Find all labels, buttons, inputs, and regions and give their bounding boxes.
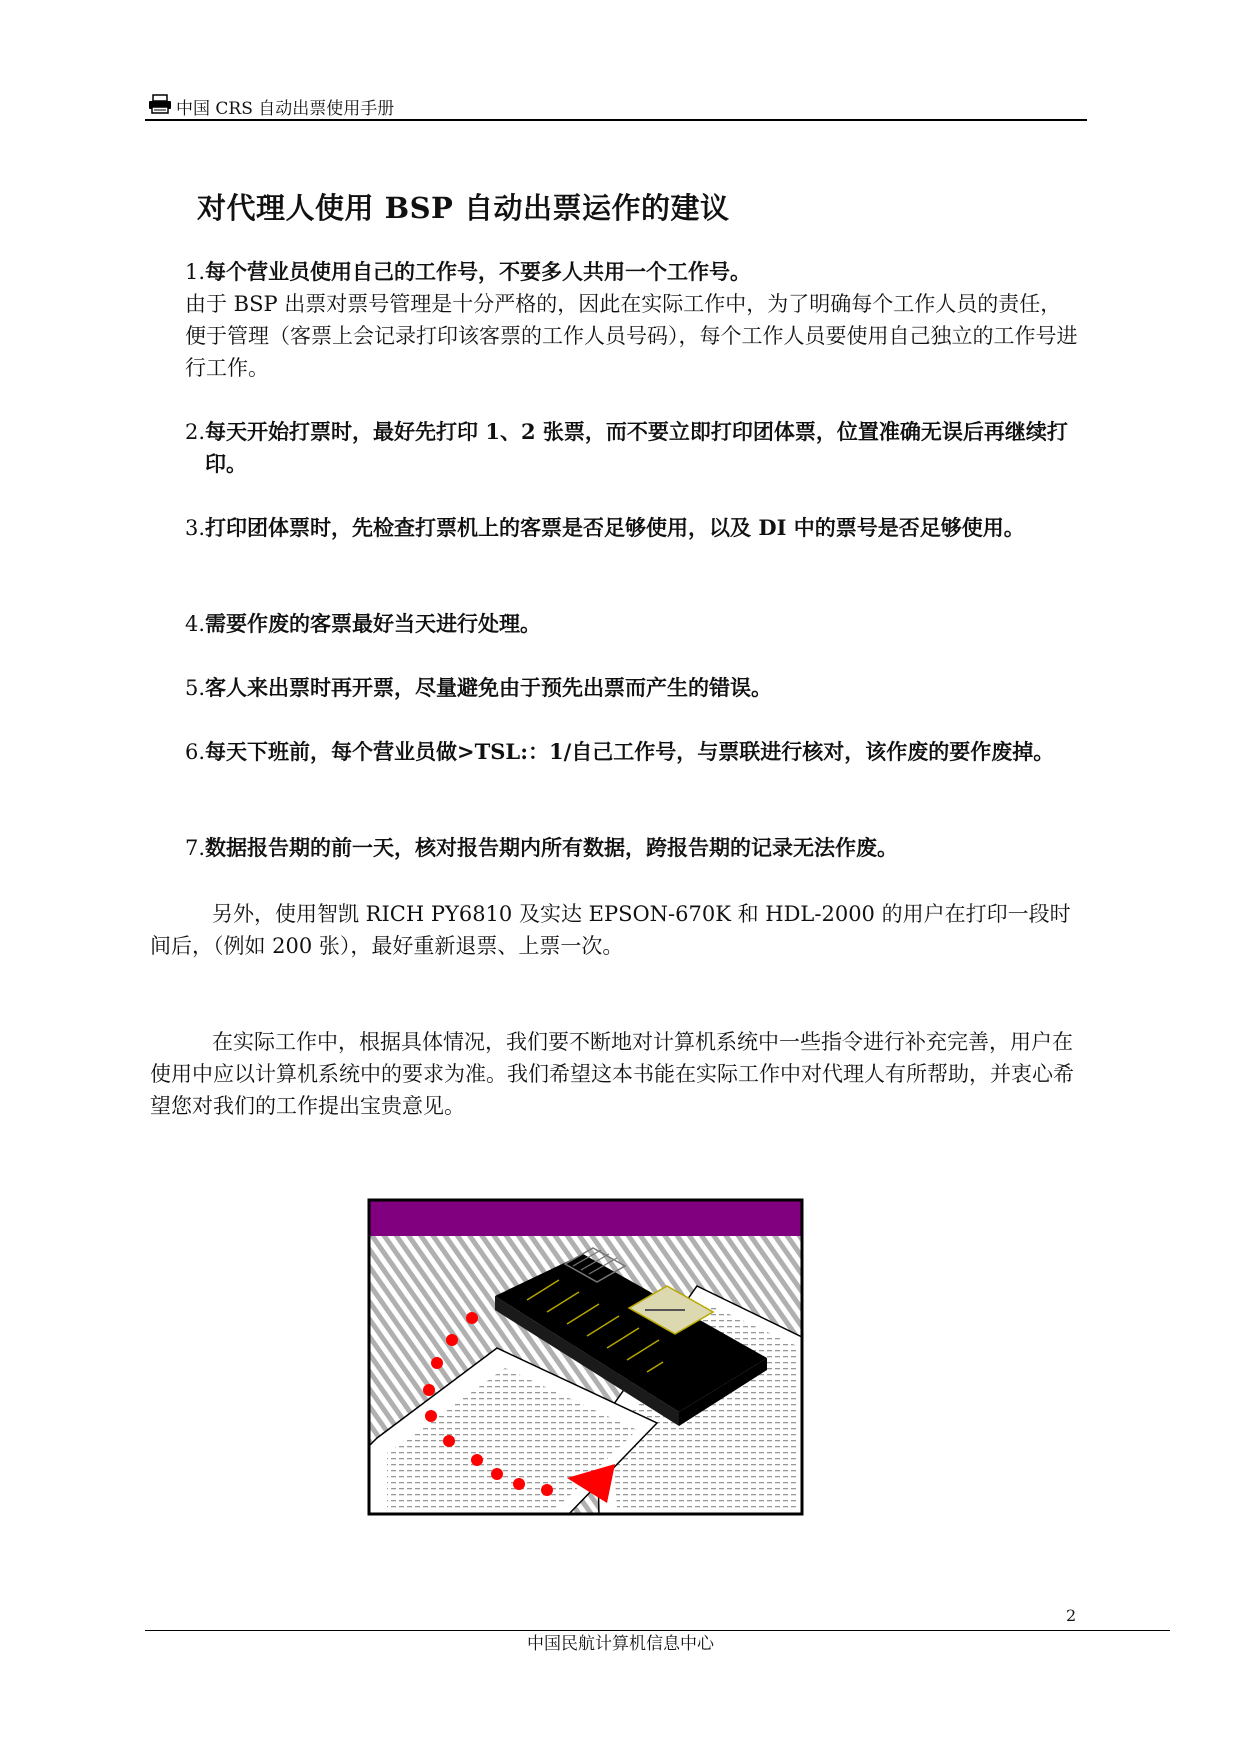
item-number: 3.: [185, 516, 206, 540]
item-heading: 每个营业员使用自己的工作号，不要多人共用一个工作号。: [205, 259, 752, 284]
item-heading: 每天下班前，每个营业员做>TSL:：1/自己工作号，与票联进行核对，该作废的要作废掉。: [205, 739, 1055, 764]
list-item: [185, 256, 1080, 384]
item-number: 1.: [185, 260, 206, 284]
paragraph-note: 另外，使用智凯 RICH PY6810 及实达 EPSON-670K 和 HDL-2000 的用户在打印一段时间后，（例如 200 张），最好重新退票、上票一次。: [150, 902, 1071, 958]
item-body: 由于 BSP 出票对票号管理是十分严格的，因此在实际工作中，为了明确每个工作人员的责任，便于管理（客票上会记录打印该客票的工作人员号码），每个工作人员要使用自己独立的工作号进行工作。: [185, 292, 1078, 380]
header-title: 中国 CRS 自动出票使用手册: [176, 99, 395, 119]
item-number: 7.: [185, 836, 206, 860]
item-number: 5.: [185, 676, 206, 700]
item-heading: 客人来出票时再开票，尽量避免由于预先出票而产生的错误。: [205, 675, 773, 700]
list-item: [185, 608, 1100, 640]
list-item: [185, 832, 1100, 864]
item-heading: 每天开始打票时，最好先打印 1、2 张票，而不要立即打印团体票，位置准确无误后再继续打印。: [205, 419, 1068, 476]
list-item: [185, 736, 1100, 768]
page-header: [148, 92, 1084, 120]
printer-icon: [148, 94, 172, 114]
page-title: 对代理人使用 BSP 自动出票运作的建议: [197, 191, 730, 225]
list-item: [185, 512, 1100, 544]
item-number: 6.: [185, 740, 206, 764]
page-number: 2: [1066, 1606, 1077, 1625]
item-heading: 需要作废的客票最好当天进行处理。: [205, 611, 542, 636]
item-number: 2.: [185, 420, 206, 444]
item-heading: 打印团体票时，先检查打票机上的客票是否足够使用，以及 DI 中的票号是否足够使用。: [205, 515, 1025, 540]
item-heading: 数据报告期的前一天，核对报告期内所有数据，跨报告期的记录无法作废。: [205, 835, 899, 860]
paragraph-closing: 在实际工作中，根据具体情况，我们要不断地对计算机系统中一些指令进行补充完善，用户在使用中应以计算机系统中的要求为准。我们希望这本书能在实际工作中对代理人有所帮助，并衷心希望您对我们的工作提出宝贵意见。: [150, 1030, 1074, 1118]
footer-organization: 中国民航计算机信息中心: [527, 1634, 714, 1654]
item-number: 4.: [185, 612, 206, 636]
header-divider: [145, 119, 1087, 121]
list-item: [185, 416, 1100, 480]
calculator-illustration: [367, 1198, 804, 1516]
list-item: [185, 672, 1100, 704]
